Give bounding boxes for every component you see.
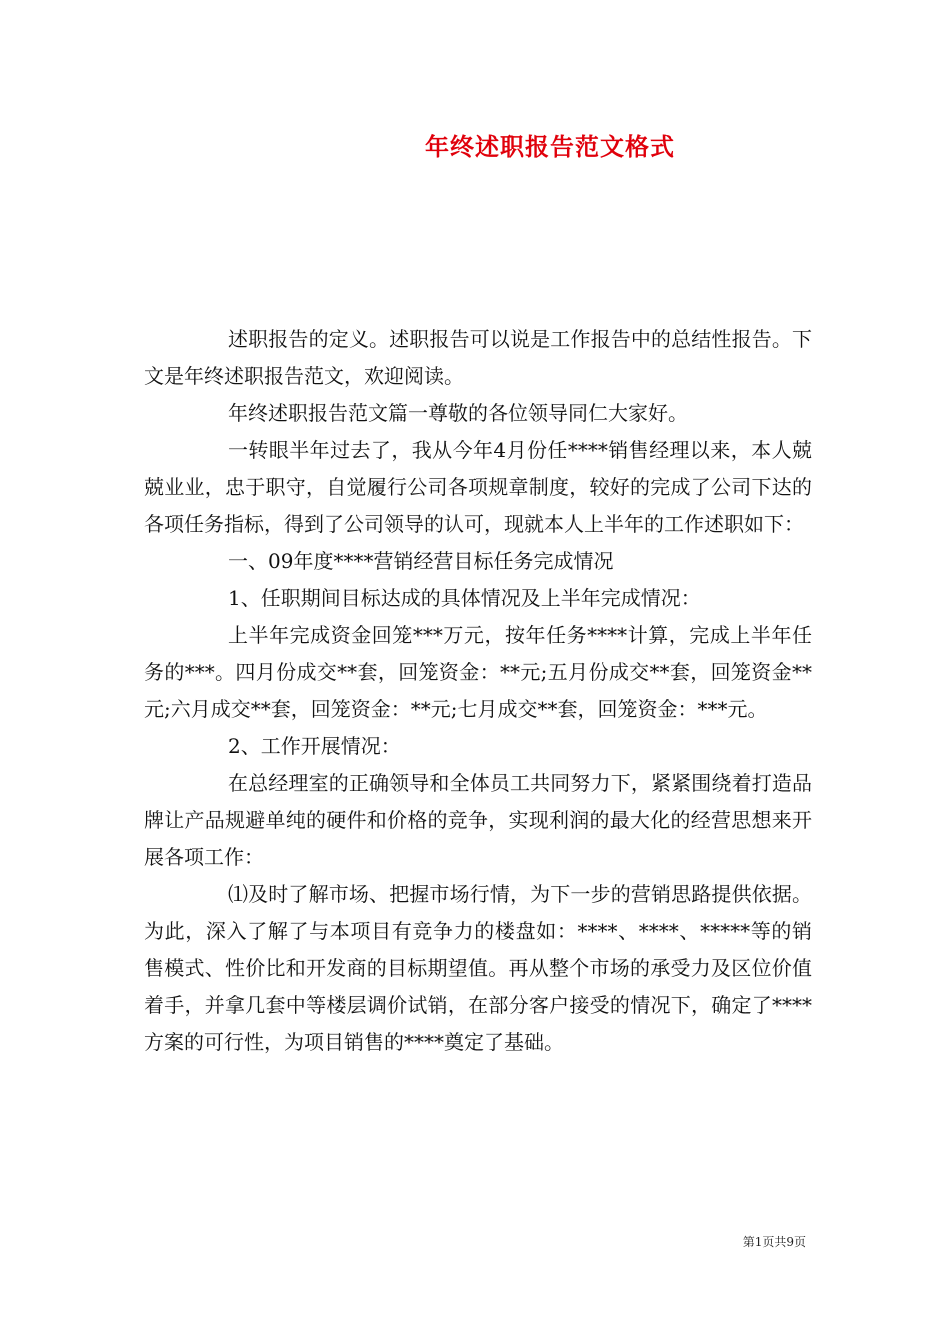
page-number-footer: 第1页共9页 [742, 1235, 806, 1249]
paragraph-results: 上半年完成资金回笼***万元，按年任务****计算，完成上半年任务的***。四月份成交**套，回笼资金：**元;五月份成交**套，回笼资金**元;六月成交**套，回笼资金：**元;七月成交**套，回笼资金：***元。 [144, 623, 812, 721]
document-body [144, 321, 812, 1061]
paragraph-market: ⑴及时了解市场、把握市场行情，为下一步的营销思路提供依据。为此，深入了解了与本项目有竞争力的楼盘如：****、****、*****等的销售模式、性价比和开发商的目标期望值。再从整个市场的承受力及区位价值着手，并拿几套中等楼层调价试销，在部分客户接受的情况下，确定了****方案的可行性，为项目销售的****奠定了基础。 [144, 882, 812, 1054]
subsection-heading-2: 2、工作开展情况： [228, 734, 401, 758]
paragraph-work: 在总经理室的正确领导和全体员工共同努力下，紧紧围绕着打造品牌让产品规避单纯的硬件和价格的竞争，实现利润的最大化的经营思想来开展各项工作： [144, 771, 812, 869]
document-title: 年终述职报告范文格式 [425, 132, 675, 161]
paragraph-greeting: 年终述职报告范文篇一尊敬的各位领导同仁大家好。 [228, 401, 688, 425]
section-heading-1: 一、09年度****营销经营目标任务完成情况 [228, 549, 614, 573]
paragraph-intro: 一转眼半年过去了，我从今年4月份任****销售经理以来，本人兢兢业业，忠于职守，自觉履行公司各项规章制度，较好的完成了公司下达的各项任务指标，得到了公司领导的认可，现就本人上半年的工作述职如下： [144, 438, 812, 536]
subsection-heading-1: 1、任职期间目标达成的具体情况及上半年完成情况： [228, 586, 701, 610]
paragraph-definition: 述职报告的定义。述职报告可以说是工作报告中的总结性报告。下文是年终述职报告范文，欢迎阅读。 [144, 327, 812, 388]
